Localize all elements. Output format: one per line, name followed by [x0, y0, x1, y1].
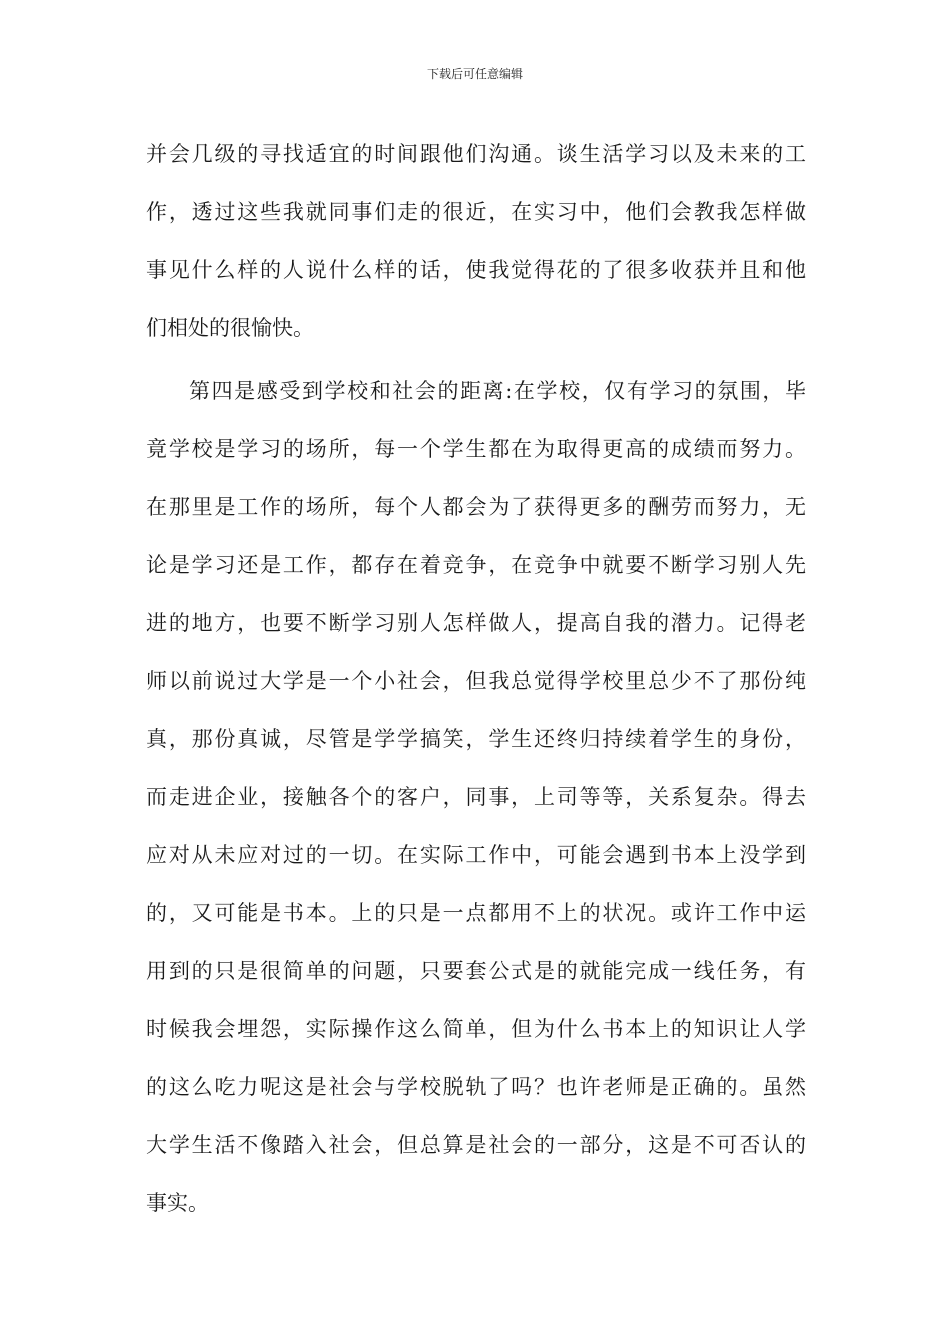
text-line: 作，透过这些我就同事们走的很近，在实习中，他们会教我怎样做: [146, 200, 806, 224]
text-line: 们相处的很愉快。: [146, 316, 314, 340]
text-line: 论是学习还是工作，都存在着竞争，在竞争中就要不断学习别人先: [146, 553, 806, 577]
text-line: 第四是感受到学校和社会的距离:在学校，仅有学习的氛围，毕: [189, 379, 806, 403]
text-line: 事实。: [146, 1191, 209, 1215]
text-line: 师以前说过大学是一个小社会，但我总觉得学校里总少不了那份纯: [146, 669, 806, 693]
text-line: 时候我会埋怨，实际操作这么简单，但为什么书本上的知识让人学: [146, 1017, 806, 1041]
text-line: 而走进企业，接触各个的客户，同事，上司等等，关系复杂。得去: [146, 785, 806, 809]
text-line: 的这么吃力呢这是社会与学校脱轨了吗？也许老师是正确的。虽然: [146, 1075, 806, 1099]
text-line: 真，那份真诚，尽管是学学搞笑，学生还终归持续着学生的身份，: [146, 727, 806, 751]
text-line: 的，又可能是书本。上的只是一点都用不上的状况。或许工作中运: [146, 901, 806, 925]
text-line: 用到的只是很简单的问题，只要套公式是的就能完成一线任务，有: [146, 959, 806, 983]
text-line: 应对从未应对过的一切。在实际工作中，可能会遇到书本上没学到: [146, 843, 806, 867]
paragraph-1: [146, 125, 806, 357]
paragraph-2: [146, 362, 806, 1232]
text-line: 在那里是工作的场所，每个人都会为了获得更多的酬劳而努力，无: [146, 495, 806, 519]
text-line: 竟学校是学习的场所，每一个学生都在为取得更高的成绩而努力。: [146, 437, 806, 461]
text-line: 并会几级的寻找适宜的时间跟他们沟通。谈生活学习以及未来的工: [146, 142, 806, 166]
text-line: 进的地方，也要不断学习别人怎样做人，提高自我的潜力。记得老: [146, 611, 806, 635]
text-line: 大学生活不像踏入社会，但总算是社会的一部分，这是不可否认的: [146, 1133, 806, 1157]
page-header-note: 下载后可任意编辑: [426, 67, 523, 81]
text-line: 事见什么样的人说什么样的话，使我觉得花的了很多收获并且和他: [146, 258, 806, 282]
